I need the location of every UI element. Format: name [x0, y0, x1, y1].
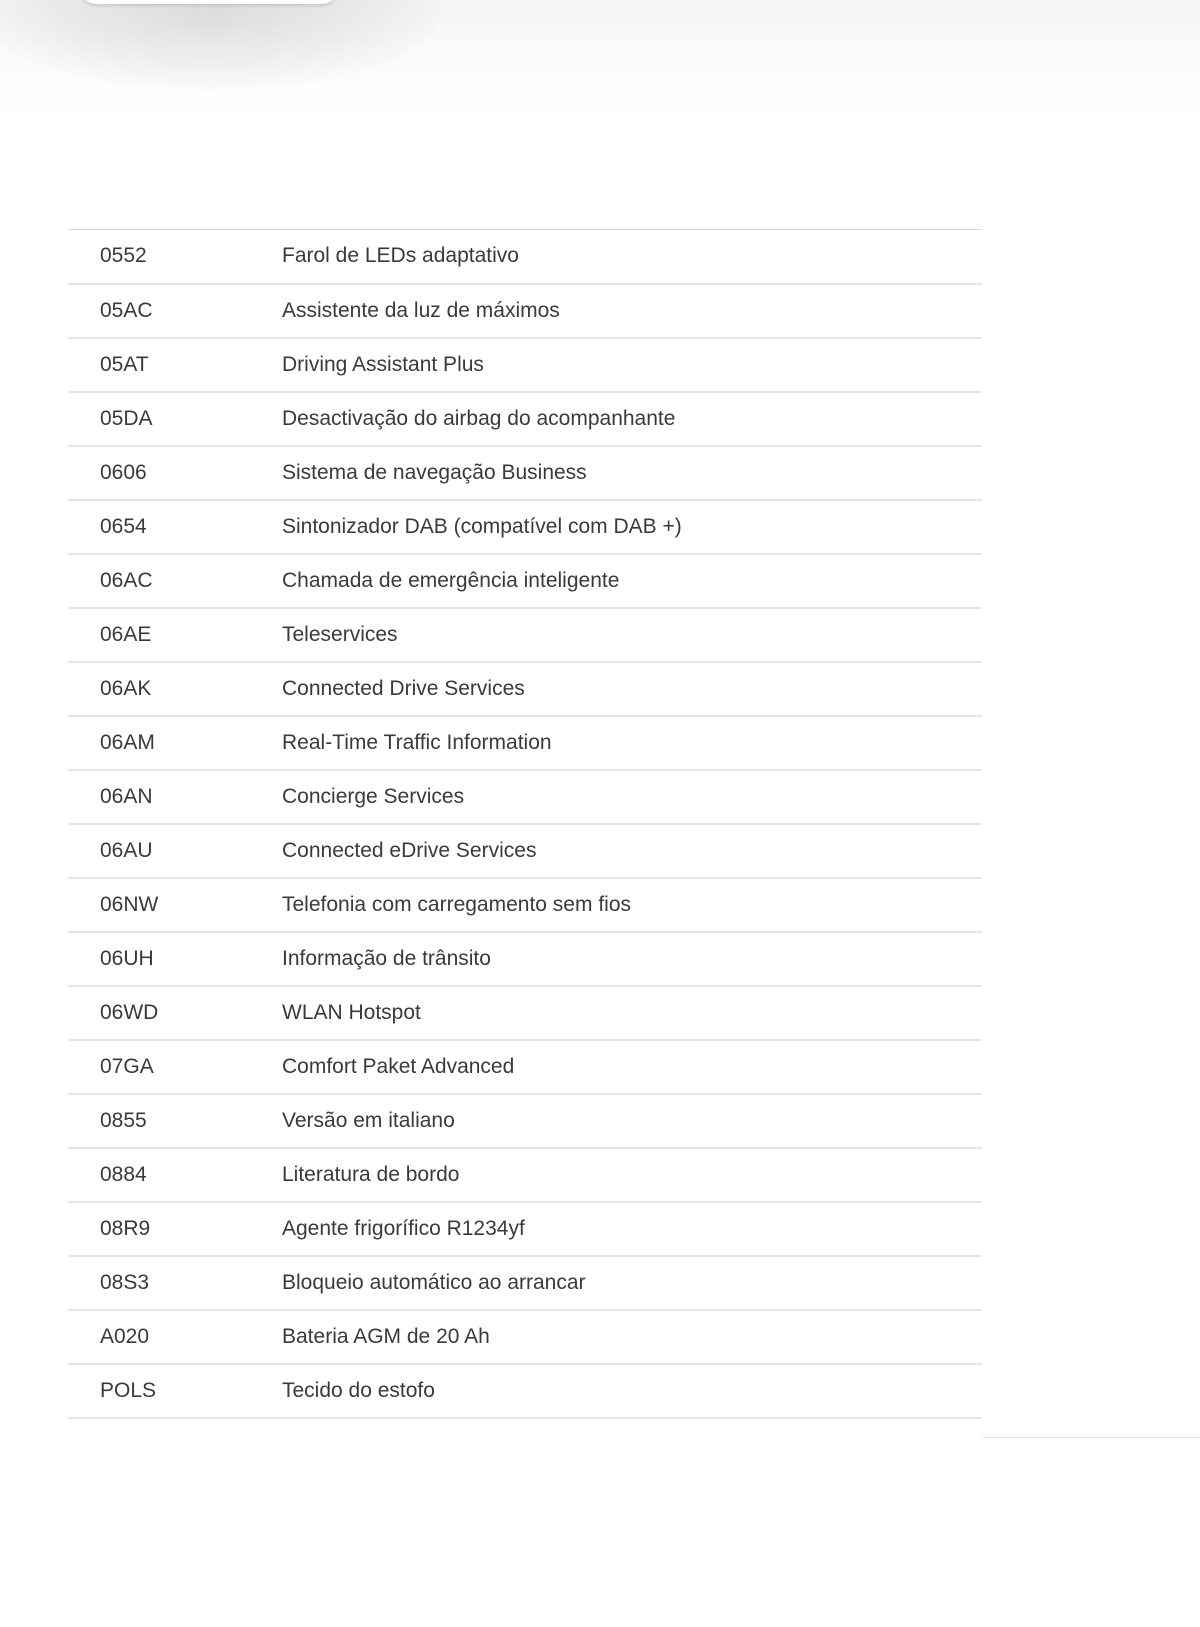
option-code: 0552 — [100, 244, 147, 268]
option-description: Driving Assistant Plus — [282, 352, 484, 376]
table-row — [68, 824, 982, 878]
table-row — [68, 554, 982, 608]
option-code: 05AC — [100, 298, 153, 322]
option-code: 07GA — [100, 1054, 154, 1078]
option-code: 08S3 — [100, 1270, 150, 1294]
option-code: 06NW — [100, 892, 159, 916]
option-description: Comfort Paket Advanced — [282, 1054, 515, 1078]
table-row — [68, 716, 982, 770]
option-code: 06AU — [100, 838, 153, 862]
option-description: Real-Time Traffic Information — [282, 730, 552, 754]
option-description: Agente frigorífico R1234yf — [282, 1216, 525, 1240]
table-row — [68, 500, 982, 554]
table-row — [68, 1094, 982, 1148]
option-description: Bateria AGM de 20 Ah — [282, 1324, 490, 1348]
table-row — [68, 392, 982, 446]
equipment-options-body — [68, 230, 982, 1418]
table-row — [68, 1310, 982, 1364]
option-code: 0606 — [100, 460, 147, 484]
option-description: Concierge Services — [282, 784, 465, 808]
table-row — [68, 1040, 982, 1094]
option-description: Bloqueio automático ao arrancar — [282, 1270, 586, 1294]
table-row — [68, 770, 982, 824]
option-description: Desactivação do airbag do acompanhante — [282, 406, 676, 430]
table-row — [68, 662, 982, 716]
option-description: Connected Drive Services — [282, 676, 525, 700]
option-description: Chamada de emergência inteligente — [282, 568, 620, 592]
option-description: Farol de LEDs adaptativo — [282, 244, 519, 268]
divider-line — [982, 1437, 1200, 1438]
option-code: 06AE — [100, 622, 152, 646]
option-description: WLAN Hotspot — [282, 1000, 421, 1024]
option-code: 06AM — [100, 730, 155, 754]
equipment-options-table — [68, 229, 982, 1419]
table-row — [68, 1256, 982, 1310]
option-code: POLS — [100, 1378, 157, 1402]
option-description: Versão em italiano — [282, 1108, 455, 1132]
table-row — [68, 1202, 982, 1256]
option-code: 06AC — [100, 568, 153, 592]
option-description: Sintonizador DAB (compatível com DAB +) — [282, 514, 682, 538]
option-code: 06WD — [100, 1000, 159, 1024]
option-description: Sistema de navegação Business — [282, 460, 587, 484]
option-code: 0855 — [100, 1108, 147, 1132]
table-row — [68, 932, 982, 986]
option-description: Teleservices — [282, 622, 398, 646]
table-row — [68, 1148, 982, 1202]
table-row — [68, 1364, 982, 1418]
option-description: Informação de trânsito — [282, 946, 491, 970]
option-code: 05AT — [100, 352, 149, 376]
option-description: Assistente da luz de máximos — [282, 298, 560, 322]
option-code: 06AK — [100, 676, 152, 700]
option-code: 08R9 — [100, 1216, 151, 1240]
table-row — [68, 446, 982, 500]
option-description: Connected eDrive Services — [282, 838, 537, 862]
top-panel-edge — [80, 0, 338, 4]
table-row — [68, 878, 982, 932]
table-row — [68, 608, 982, 662]
table-row — [68, 986, 982, 1040]
table-row — [68, 338, 982, 392]
option-description: Telefonia com carregamento sem fios — [282, 892, 631, 916]
option-code: 06UH — [100, 946, 154, 970]
option-code: 0654 — [100, 514, 147, 538]
option-code: A020 — [100, 1324, 150, 1348]
option-code: 05DA — [100, 406, 153, 430]
table-row — [68, 230, 982, 284]
table-row — [68, 284, 982, 338]
option-code: 0884 — [100, 1162, 147, 1186]
option-description: Literatura de bordo — [282, 1162, 460, 1186]
option-code: 06AN — [100, 784, 153, 808]
option-description: Tecido do estofo — [282, 1378, 435, 1402]
